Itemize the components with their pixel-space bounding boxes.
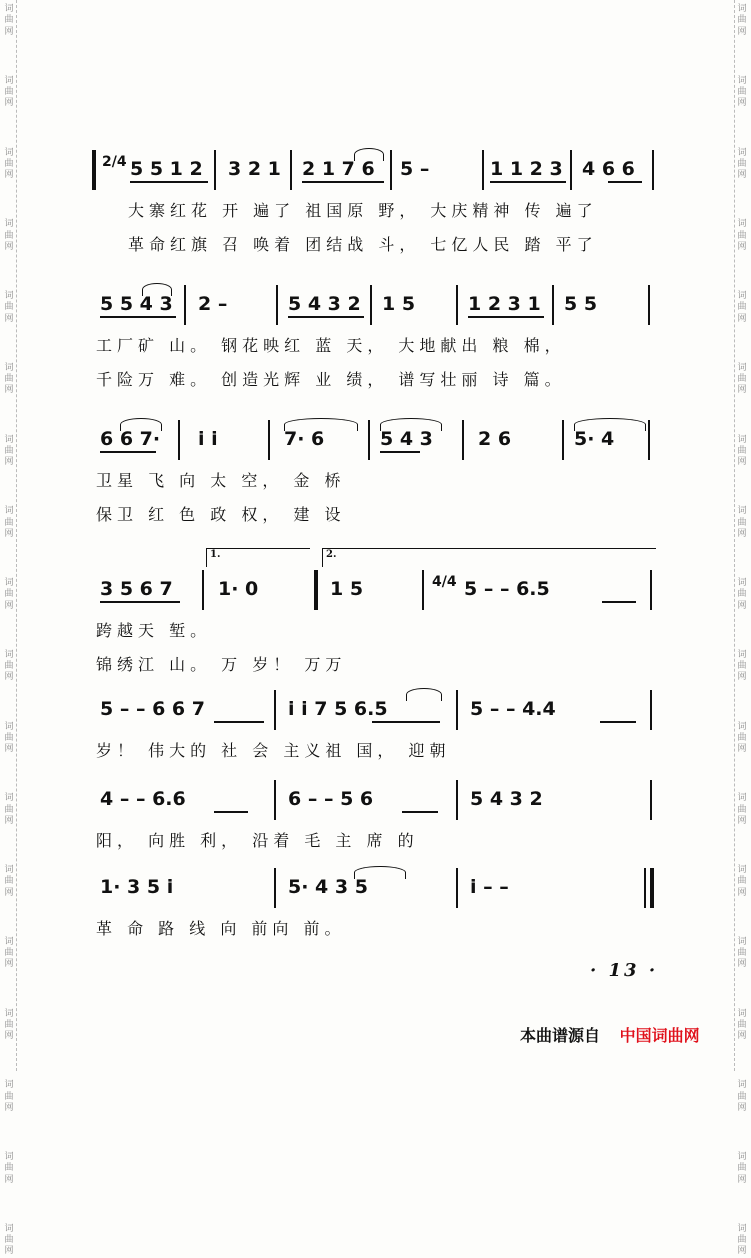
measure: 5 5 bbox=[564, 293, 598, 315]
score-system-1 bbox=[92, 150, 662, 260]
measure: 1 5 bbox=[382, 293, 416, 315]
notation-line bbox=[92, 549, 662, 612]
measure: 5 5 4 3 bbox=[100, 293, 173, 315]
side-watermark: 词曲网 bbox=[4, 147, 14, 180]
beam bbox=[130, 181, 208, 183]
side-watermark: 词曲网 bbox=[4, 1008, 14, 1041]
lyric-line: 阳， 向胜 利， 沿着 毛 主 席 的 bbox=[96, 831, 419, 850]
barline bbox=[562, 420, 564, 460]
source-label: 本曲谱源自 bbox=[520, 1026, 601, 1045]
score-system-6 bbox=[92, 780, 662, 856]
barline bbox=[370, 285, 372, 325]
side-watermark: 词曲网 bbox=[4, 362, 14, 396]
measure: 2 – bbox=[198, 293, 228, 315]
beam bbox=[380, 451, 420, 453]
slur bbox=[574, 418, 646, 431]
measure: 1· 3 5 i bbox=[100, 876, 174, 898]
page-number: · 13 · bbox=[590, 960, 659, 981]
beam bbox=[214, 721, 264, 723]
beam bbox=[608, 181, 642, 183]
barline bbox=[390, 150, 392, 190]
side-watermark: 词曲网 bbox=[4, 4, 14, 37]
side-watermark: 词曲网 bbox=[737, 578, 747, 611]
first-ending-bracket: 1. bbox=[206, 548, 310, 567]
side-watermark: 词曲网 bbox=[737, 1223, 747, 1257]
barline bbox=[202, 570, 204, 610]
beam bbox=[468, 316, 544, 318]
slur bbox=[354, 866, 406, 879]
lyric-verse-2: 保卫 红 色 政 权， 建 设 bbox=[96, 505, 346, 524]
measure: 6 – – 5 6 bbox=[288, 788, 374, 810]
barline bbox=[456, 868, 458, 908]
time-signature: 4/4 bbox=[432, 574, 457, 590]
measure: 1 5 bbox=[330, 578, 364, 600]
measure: 4 – – 6.6 bbox=[100, 788, 186, 810]
lyric-verse-2: 千险万 难。 创造光辉 业 绩， 谱写壮丽 诗 篇。 bbox=[96, 370, 566, 389]
barline bbox=[178, 420, 180, 460]
beam bbox=[100, 601, 180, 603]
lyric-verse-1: 工厂矿 山。 钢花映红 蓝 天， 大地献出 粮 棉， bbox=[96, 336, 566, 355]
side-watermark: 词曲网 bbox=[737, 4, 747, 37]
final-barline-thin bbox=[644, 868, 646, 908]
measure: i – – bbox=[470, 876, 509, 898]
beam bbox=[372, 721, 440, 723]
lyric-line: 岁！ 伟大的 社 会 主义祖 国， 迎朝 bbox=[96, 741, 451, 760]
left-watermark-strip bbox=[2, 0, 17, 1257]
lyric-verse-1: 大寨红花 开 遍了 祖国原 野， 大庆精神 传 遍了 bbox=[128, 201, 598, 220]
measure: i i 7 5 6.5 bbox=[288, 698, 388, 720]
measure: 2 1 7 6 bbox=[302, 158, 375, 180]
barline bbox=[650, 690, 652, 730]
measure: 5 5 1 2 bbox=[130, 158, 203, 180]
notation-line bbox=[92, 780, 662, 822]
barline bbox=[652, 150, 654, 190]
measure: 1· 0 bbox=[218, 578, 259, 600]
side-watermark: 词曲网 bbox=[4, 1080, 14, 1113]
side-watermark: 词曲网 bbox=[4, 1152, 14, 1185]
side-watermark: 词曲网 bbox=[737, 936, 747, 970]
side-watermark: 词曲网 bbox=[4, 434, 14, 467]
barline bbox=[274, 868, 276, 908]
barline bbox=[552, 285, 554, 325]
side-watermark: 词曲网 bbox=[4, 649, 14, 683]
measure: 5 – – 4.4 bbox=[470, 698, 556, 720]
measure: 3 5 6 7 bbox=[100, 578, 173, 600]
side-watermark: 词曲网 bbox=[4, 865, 14, 898]
barline bbox=[648, 420, 650, 460]
slur bbox=[354, 148, 384, 161]
measure: 1 2 3 1 bbox=[468, 293, 541, 315]
second-ending-bracket: 2. bbox=[322, 548, 656, 567]
measure: 7· 6 bbox=[284, 428, 325, 450]
repeat-end-barline bbox=[314, 570, 318, 610]
measure: 5 – bbox=[400, 158, 430, 180]
beam bbox=[600, 721, 636, 723]
score-system-4 bbox=[92, 549, 662, 680]
repeat-start-barline bbox=[92, 150, 96, 190]
barline bbox=[456, 780, 458, 820]
barline bbox=[214, 150, 216, 190]
side-watermark: 词曲网 bbox=[4, 936, 14, 970]
beam bbox=[602, 601, 636, 603]
lyric-verse-2: 锦绣江 山。 万 岁！ 万万 bbox=[96, 655, 347, 674]
score-system-7 bbox=[92, 868, 662, 944]
beam bbox=[402, 811, 438, 813]
source-site: 中国词曲网 bbox=[619, 1026, 700, 1045]
lyric-line: 革 命 路 线 向 前向 前。 bbox=[96, 919, 346, 938]
side-watermark: 词曲网 bbox=[737, 291, 747, 324]
beam bbox=[302, 181, 384, 183]
side-watermark: 词曲网 bbox=[737, 1008, 747, 1041]
side-watermark: 词曲网 bbox=[4, 1223, 14, 1257]
beam bbox=[288, 316, 364, 318]
side-watermark: 词曲网 bbox=[737, 434, 747, 467]
lyric-verse-1: 卫星 飞 向 太 空， 金 桥 bbox=[96, 471, 346, 490]
measure: 5 – – 6 6 7 bbox=[100, 698, 205, 720]
notation-line bbox=[92, 420, 662, 462]
barline bbox=[422, 570, 424, 610]
side-watermark: 词曲网 bbox=[4, 219, 14, 252]
measure: 5 4 3 2 bbox=[470, 788, 543, 810]
measure: 5· 4 3 5 bbox=[288, 876, 368, 898]
side-watermark: 词曲网 bbox=[4, 578, 14, 611]
barline bbox=[648, 285, 650, 325]
notation-line bbox=[92, 868, 662, 910]
side-watermark: 词曲网 bbox=[737, 1080, 747, 1113]
measure: 3 2 1 bbox=[228, 158, 281, 180]
side-watermark: 词曲网 bbox=[4, 75, 14, 109]
final-barline-thick bbox=[650, 868, 654, 908]
side-watermark: 词曲网 bbox=[737, 1152, 747, 1185]
barline bbox=[650, 570, 652, 610]
right-watermark-strip bbox=[734, 0, 749, 1257]
barline bbox=[650, 780, 652, 820]
barline bbox=[184, 285, 186, 325]
side-watermark: 词曲网 bbox=[737, 506, 747, 539]
measure: 5· 4 bbox=[574, 428, 615, 450]
beam bbox=[490, 181, 566, 183]
beam bbox=[100, 451, 156, 453]
measure: 5 4 3 2 bbox=[288, 293, 361, 315]
slur bbox=[120, 418, 162, 431]
measure: 5 – – 6.5 bbox=[464, 578, 550, 600]
slur bbox=[380, 418, 442, 431]
side-watermark: 词曲网 bbox=[737, 147, 747, 180]
barline bbox=[462, 420, 464, 460]
slur bbox=[142, 283, 172, 296]
side-watermark: 词曲网 bbox=[4, 721, 14, 754]
lyric-verse-2: 革命红旗 召 唤着 团结战 斗， 七亿人民 踏 平了 bbox=[128, 235, 598, 254]
side-watermark: 词曲网 bbox=[737, 721, 747, 754]
time-signature: 2/4 bbox=[102, 154, 127, 170]
side-watermark: 词曲网 bbox=[737, 362, 747, 396]
notation-line bbox=[92, 285, 662, 327]
score-system-2 bbox=[92, 285, 662, 395]
measure: 2 6 bbox=[478, 428, 512, 450]
measure: 6 6 7· bbox=[100, 428, 161, 450]
slur bbox=[284, 418, 358, 431]
barline bbox=[456, 690, 458, 730]
measure: 5 4 3 bbox=[380, 428, 433, 450]
barline bbox=[274, 690, 276, 730]
side-watermark: 词曲网 bbox=[4, 291, 14, 324]
score-system-5 bbox=[92, 690, 662, 766]
beam bbox=[214, 811, 248, 813]
beam bbox=[100, 316, 176, 318]
lyric-verse-1: 跨越天 堑。 bbox=[96, 621, 212, 640]
barline bbox=[570, 150, 572, 190]
source-credit bbox=[520, 1023, 700, 1046]
measure: 4 6 6 bbox=[582, 158, 635, 180]
barline bbox=[482, 150, 484, 190]
side-watermark: 词曲网 bbox=[737, 75, 747, 109]
measure: i i bbox=[198, 428, 218, 450]
notation-line bbox=[92, 150, 662, 192]
side-watermark: 词曲网 bbox=[737, 219, 747, 252]
barline bbox=[368, 420, 370, 460]
side-watermark: 词曲网 bbox=[737, 865, 747, 898]
score-system-3 bbox=[92, 420, 662, 530]
measure: 1 1 2 3 bbox=[490, 158, 563, 180]
barline bbox=[268, 420, 270, 460]
barline bbox=[276, 285, 278, 325]
barline bbox=[290, 150, 292, 190]
slur bbox=[406, 688, 442, 701]
barline bbox=[274, 780, 276, 820]
barline bbox=[456, 285, 458, 325]
side-watermark: 词曲网 bbox=[737, 649, 747, 683]
notation-line bbox=[92, 690, 662, 732]
side-watermark: 词曲网 bbox=[4, 506, 14, 539]
side-watermark: 词曲网 bbox=[737, 793, 747, 826]
side-watermark: 词曲网 bbox=[4, 793, 14, 826]
